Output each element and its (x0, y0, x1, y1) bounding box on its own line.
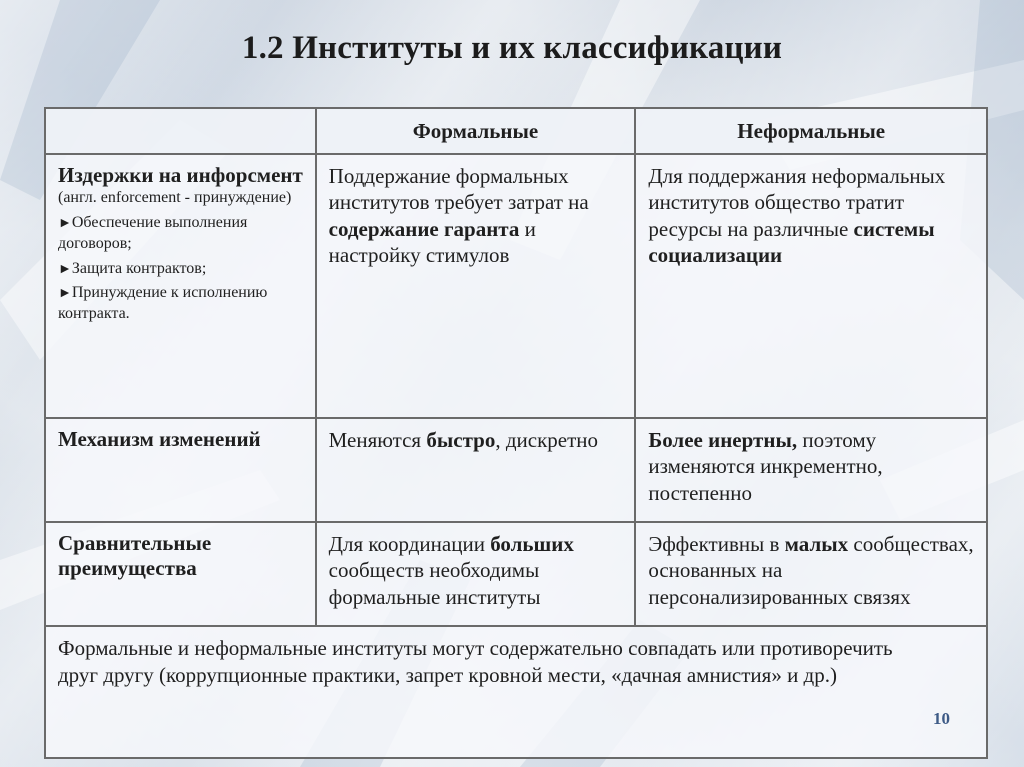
cell-text: , дискретно (495, 428, 599, 452)
page-number: 10 (933, 709, 950, 728)
cell-text: Меняются (328, 428, 427, 452)
cell-bold-text: больших (490, 532, 574, 556)
change-informal-cell (635, 418, 987, 522)
cell-bold-text: системы социализации (648, 216, 935, 267)
cell-bold-text: малых (784, 532, 849, 556)
footer-cell (45, 626, 987, 758)
advantages-formal-cell (316, 522, 636, 626)
change-formal-cell (316, 418, 636, 522)
header-empty-cell (45, 108, 316, 154)
header-informal: Неформальные (635, 108, 987, 154)
footer-text: Формальные и неформальные институты могут содержательно совпадать или противоречить друг другу (коррупционные практики, запрет кровной мести, «дачная амнистия» и др.) (58, 636, 893, 688)
row-label-cell (45, 154, 316, 418)
bullet-text: Обеспечение выполнения договоров; (58, 213, 248, 252)
row-label-cell (45, 418, 316, 522)
bullet-text: Защита контрактов; (71, 259, 207, 277)
table-row-change (45, 418, 987, 522)
cell-bold-text: быстро (426, 428, 496, 452)
table-row-enforcement (45, 154, 987, 418)
enforcement-formal-cell (316, 154, 636, 418)
cell-bold-text: Более инертны, (648, 428, 798, 452)
table-row-footer (45, 626, 987, 758)
cell-text: поэтому изменяются инкрементно, постепенно (648, 428, 883, 505)
table-header-row (45, 108, 987, 154)
cell-text: сообществ необходимы формальные институты (328, 558, 541, 609)
cell-text: Поддержание формальных институтов требует затрат на (328, 164, 589, 215)
enforcement-informal-cell (635, 154, 987, 418)
bullet-item (58, 213, 305, 255)
header-formal: Формальные (316, 108, 636, 154)
cell-bold-text: содержание гаранта (328, 216, 520, 241)
cell-text: Для координации (328, 532, 491, 556)
triangle-bullet-icon: ► (58, 286, 72, 302)
cell-text: и настройку стимулов (328, 216, 536, 267)
bullet-text: Принуждение к исполнению контракта. (58, 284, 268, 323)
row-label-advantages: Сравнительные преимущества (58, 531, 212, 581)
slide-title: 1.2 Институты и их классификации (241, 30, 783, 66)
cell-text: Для поддержания неформальных институтов общество тратит ресурсы на различные (648, 164, 946, 241)
bullet-item (58, 283, 305, 325)
triangle-bullet-icon: ► (58, 261, 72, 277)
bullet-item (58, 259, 305, 280)
row-label-cell (45, 522, 316, 626)
comparison-table (44, 107, 988, 759)
row-label-enforcement: Издержки на инфорсмент (58, 163, 303, 187)
enforcement-note: (англ. enforcement - принуждение) (58, 189, 292, 207)
row-label-change: Механизм изменений (58, 427, 261, 451)
advantages-informal-cell (635, 522, 987, 626)
cell-text: сообществах, основанных на персонализированных связях (648, 532, 974, 609)
triangle-bullet-icon: ► (58, 215, 72, 231)
cell-text: Эффективны в (648, 532, 785, 556)
table-row-advantages (45, 522, 987, 626)
